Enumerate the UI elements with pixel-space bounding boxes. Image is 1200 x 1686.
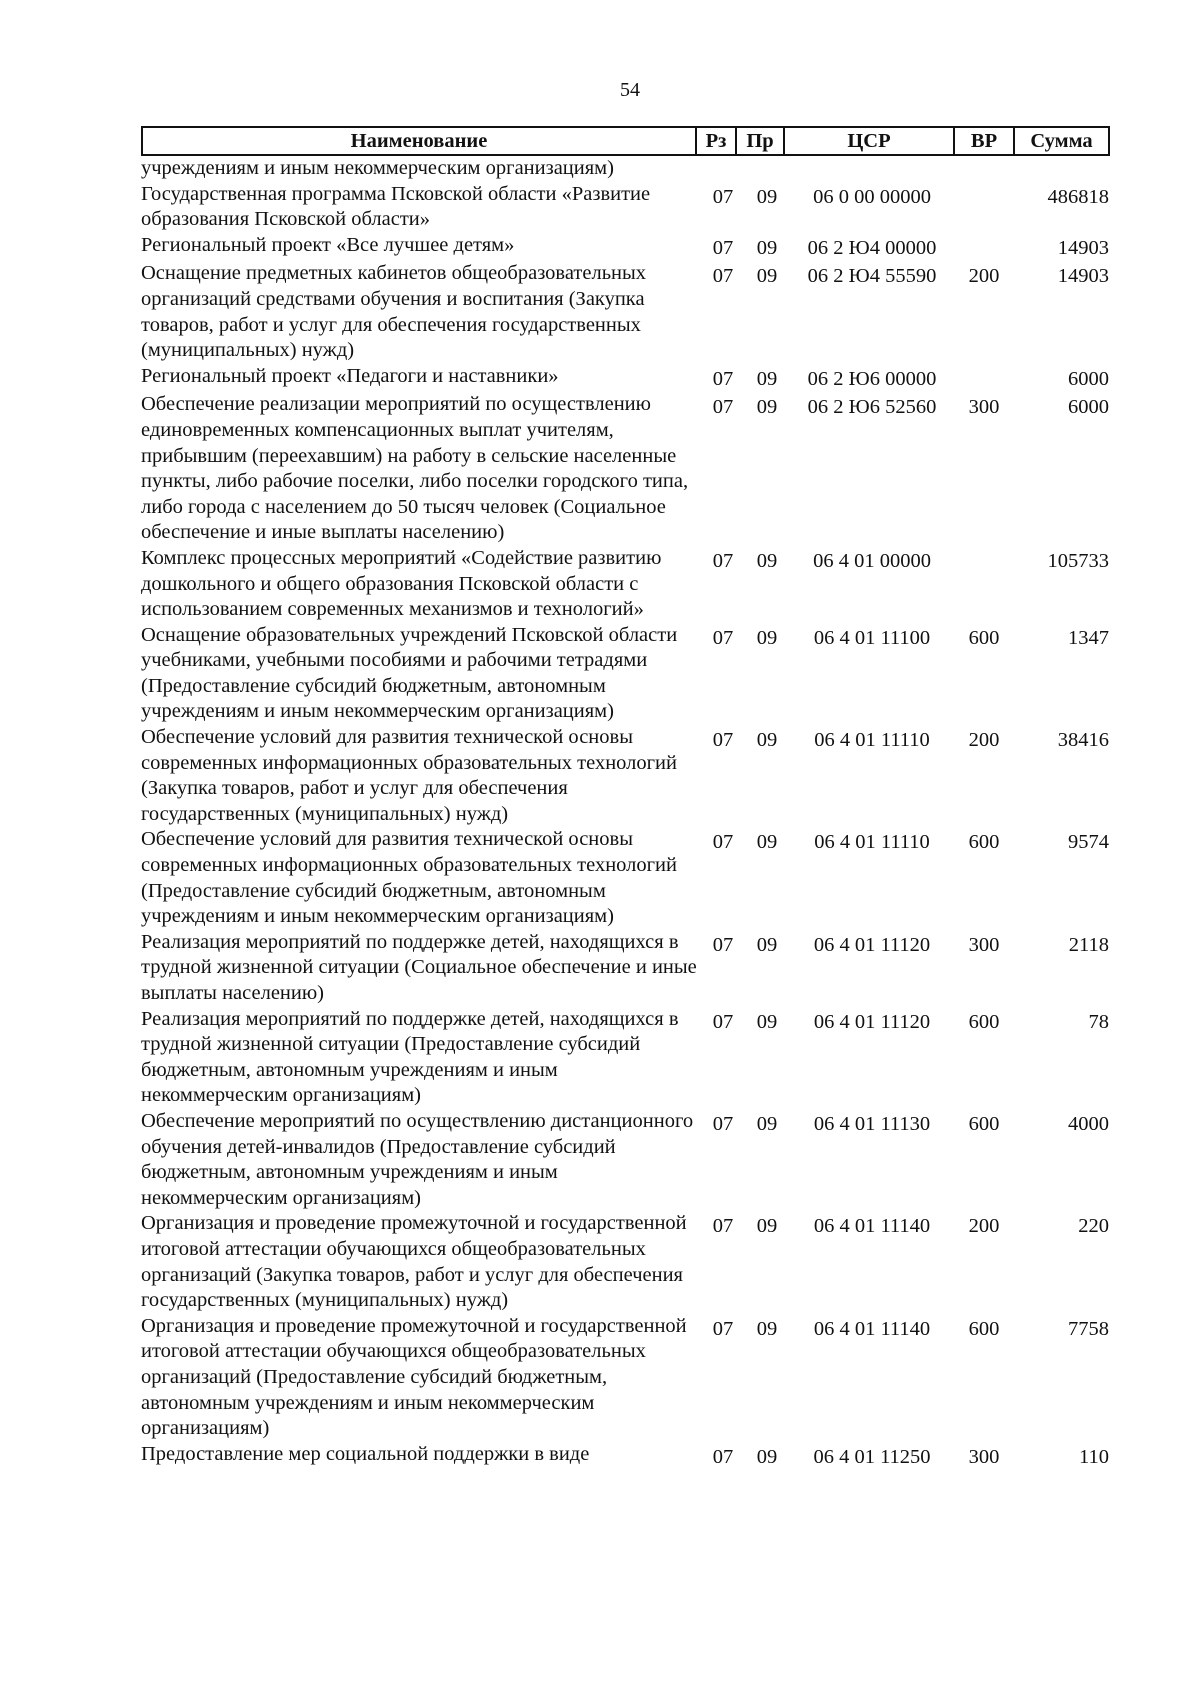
- cell-sum: 14903: [1057, 265, 1109, 288]
- cell-sum: 110: [1079, 1445, 1109, 1468]
- cell-csr: 06 4 01 11140: [813, 1215, 931, 1238]
- cell-pr: 09: [756, 367, 778, 390]
- cell-name: Региональный проект «Педагоги и наставники»: [141, 364, 559, 387]
- cell-vr: 600: [968, 831, 1000, 854]
- cell-pr: 09: [756, 626, 778, 649]
- cell-name: Обеспечение условий для развития технической основы современных информационных образовательных технологий (Предоставление субсидий бюджетным, автономным учреждениям и иным некоммерческим организациям): [141, 828, 677, 928]
- table-row: [141, 233, 1110, 262]
- table-row: [141, 827, 1110, 929]
- cell-name: Оснащение предметных кабинетов общеобразовательных организаций средствами обучения и воспитания (Закупка товаров, работ и услуг для обеспечения государственных (муниципальных) нужд): [141, 262, 647, 362]
- table-row: [141, 392, 1110, 546]
- cell-vr: 200: [968, 1215, 1000, 1238]
- cell-csr: 06 4 01 11100: [813, 626, 931, 649]
- cell-csr: [789, 156, 955, 159]
- table-row: [141, 1007, 1110, 1109]
- cell-csr: 06 4 01 00000: [813, 549, 931, 572]
- cell-sum: 14903: [1057, 236, 1109, 259]
- cell-csr: 06 4 01 11140: [813, 1317, 931, 1340]
- cell-pr: [745, 156, 789, 159]
- header-name: Наименование: [143, 128, 697, 154]
- cell-csr: 06 4 01 11130: [813, 1112, 931, 1135]
- cell-sum: 6000: [1068, 396, 1109, 419]
- cell-csr: 06 4 01 11110: [814, 729, 930, 752]
- cell-sum: 220: [1078, 1215, 1109, 1238]
- cell-vr: 300: [968, 933, 1000, 956]
- cell-rz: 07: [712, 1215, 734, 1238]
- cell-sum: 486818: [1047, 185, 1109, 208]
- cell-name: Обеспечение реализации мероприятий по осуществлению единовременных компенсационных выплат учителям, прибывшим (переехавшим) на работу в сельские населенные пункты, либо рабочие поселки, либо поселки городского типа, либо города с населением до 50 тысяч человек (Социальное обеспечение и иные выплаты населению): [141, 393, 689, 544]
- table-row: [141, 725, 1110, 827]
- cell-sum: 1347: [1068, 626, 1109, 649]
- cell-vr: [955, 233, 1013, 236]
- cell-vr: 600: [968, 626, 1000, 649]
- page-number: 54: [620, 79, 640, 101]
- header-vr: ВР: [955, 128, 1015, 154]
- table-row: [141, 156, 1110, 182]
- cell-name: Организация и проведение промежуточной и государственной итоговой аттестации обучающихся общеобразовательных организаций (Закупка товаров, работ и услуг для обеспечения государственных (муниципальных) нужд): [141, 1212, 687, 1312]
- cell-pr: 09: [756, 933, 778, 956]
- cell-sum: [1013, 156, 1110, 159]
- cell-rz: 07: [712, 236, 734, 259]
- cell-pr: 09: [756, 1010, 778, 1033]
- cell-rz: 07: [712, 1010, 734, 1033]
- cell-rz: 07: [712, 265, 734, 288]
- cell-pr: 09: [756, 185, 778, 208]
- table-row: [141, 1211, 1110, 1313]
- cell-vr: [955, 364, 1013, 367]
- cell-name: Обеспечение условий для развития технической основы современных информационных образовательных технологий (Закупка товаров, работ и услуг для обеспечения государственных (муниципальных) нужд): [141, 726, 677, 825]
- cell-sum: 7758: [1068, 1317, 1109, 1340]
- cell-rz: 07: [712, 549, 734, 572]
- cell-vr: [955, 182, 1013, 185]
- table-row: [141, 1314, 1110, 1442]
- cell-rz: 07: [712, 1445, 734, 1468]
- cell-vr: 300: [968, 1445, 1000, 1468]
- cell-name: Реализация мероприятий по поддержке детей, находящихся в трудной жизненной ситуации (Предоставление субсидий бюджетным, автономным учреждениям и иным некоммерческим организациям): [141, 1007, 679, 1107]
- cell-pr: 09: [756, 1112, 778, 1135]
- cell-name: Региональный проект «Все лучшее детям»: [141, 233, 515, 256]
- cell-sum: 4000: [1068, 1112, 1109, 1135]
- cell-csr: 06 4 01 11120: [813, 1010, 931, 1033]
- cell-csr: 06 4 01 11120: [813, 933, 931, 956]
- cell-rz: 07: [712, 1317, 734, 1340]
- budget-table: [141, 126, 1110, 1470]
- table-row: [141, 623, 1110, 725]
- cell-csr: 06 2 Ю4 55590: [807, 265, 937, 288]
- cell-rz: 07: [712, 367, 734, 390]
- cell-rz: 07: [712, 933, 734, 956]
- cell-csr: 06 4 01 11250: [813, 1445, 931, 1468]
- cell-pr: 09: [756, 1445, 778, 1468]
- table-body: [141, 156, 1110, 1470]
- cell-vr: [955, 156, 1013, 159]
- cell-sum: 78: [1088, 1010, 1109, 1033]
- cell-name: Обеспечение мероприятий по осуществлению дистанционного обучения детей-инвалидов (Предоставление субсидий бюджетным, автономным учреждениям и иным некоммерческим организациям): [141, 1109, 694, 1209]
- table-row: [141, 182, 1110, 233]
- table-row: [141, 1109, 1110, 1211]
- cell-pr: 09: [756, 396, 778, 419]
- cell-rz: [701, 156, 745, 159]
- cell-sum: 6000: [1068, 367, 1109, 390]
- cell-name: Оснащение образовательных учреждений Псковской области учебниками, учебными пособиями и рабочими тетрадями (Предоставление субсидий бюджетным, автономным учреждениям и иным некоммерческим организациям): [141, 623, 678, 723]
- cell-vr: 600: [968, 1317, 1000, 1340]
- cell-vr: [955, 546, 1013, 549]
- table-row: [141, 1442, 1110, 1471]
- cell-pr: 09: [756, 729, 778, 752]
- cell-rz: 07: [712, 1112, 734, 1135]
- cell-rz: 07: [712, 396, 734, 419]
- cell-sum: 9574: [1068, 831, 1109, 854]
- cell-pr: 09: [756, 1317, 778, 1340]
- table-header: [141, 126, 1110, 156]
- cell-sum: 105733: [1047, 549, 1109, 572]
- cell-rz: 07: [712, 626, 734, 649]
- cell-vr: 600: [968, 1112, 1000, 1135]
- cell-pr: 09: [756, 1215, 778, 1238]
- cell-rz: 07: [712, 185, 734, 208]
- table-row: [141, 261, 1110, 363]
- header-csr: ЦСР: [785, 128, 955, 154]
- header-pr: Пр: [737, 128, 785, 154]
- cell-pr: 09: [756, 265, 778, 288]
- cell-name: учреждениям и иным некоммерческим организациям): [141, 157, 614, 179]
- cell-vr: 200: [968, 265, 1000, 288]
- cell-name: Организация и проведение промежуточной и государственной итоговой аттестации обучающихся общеобразовательных организаций (Предоставление субсидий бюджетным, автономным учреждениям и иным некоммерческим организациям): [141, 1314, 687, 1440]
- cell-name: Комплекс процессных мероприятий «Содействие развитию дошкольного и общего образования Псковской области с использованием современных механизмов и технологий»: [141, 546, 662, 621]
- cell-name: Реализация мероприятий по поддержке детей, находящихся в трудной жизненной ситуации (Социальное обеспечение и иные выплаты населению): [141, 930, 697, 1004]
- cell-pr: 09: [756, 549, 778, 572]
- cell-rz: 07: [712, 831, 734, 854]
- cell-rz: 07: [712, 729, 734, 752]
- header-sum: Сумма: [1030, 130, 1093, 152]
- cell-vr: 200: [968, 729, 1000, 752]
- cell-csr: 06 2 Ю6 00000: [807, 367, 937, 390]
- header-rz: Рз: [697, 128, 737, 154]
- table-row: [141, 364, 1110, 393]
- cell-csr: 06 0 00 00000: [813, 185, 931, 208]
- cell-csr: 06 4 01 11110: [814, 831, 930, 854]
- cell-csr: 06 2 Ю6 52560: [807, 396, 937, 419]
- cell-pr: 09: [756, 831, 778, 854]
- cell-name: Государственная программа Псковской области «Развитие образования Псковской области»: [141, 182, 651, 231]
- table-row: [141, 546, 1110, 623]
- cell-name: Предоставление мер социальной поддержки в виде: [141, 1442, 590, 1465]
- cell-vr: 300: [968, 396, 1000, 419]
- cell-sum: 2118: [1068, 933, 1109, 956]
- cell-csr: 06 2 Ю4 00000: [807, 236, 937, 259]
- cell-vr: 600: [968, 1010, 1000, 1033]
- cell-pr: 09: [756, 236, 778, 259]
- cell-sum: 38416: [1057, 729, 1109, 752]
- table-row: [141, 930, 1110, 1007]
